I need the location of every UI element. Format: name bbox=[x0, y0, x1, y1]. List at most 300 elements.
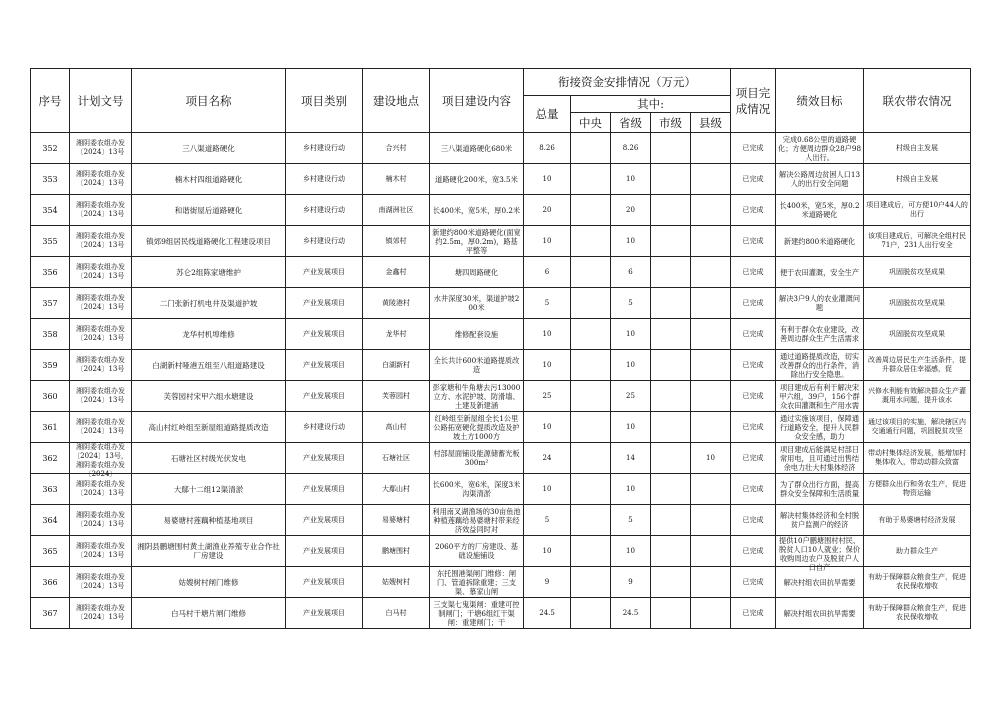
table-row bbox=[31, 474, 971, 505]
cell-city bbox=[651, 164, 691, 195]
cell-link-text: 巩固脱贫攻坚成果 bbox=[889, 329, 946, 338]
cell-central bbox=[571, 164, 611, 195]
cell-location-text: 姑嫂树村 bbox=[382, 577, 410, 586]
cell-seq-text: 366 bbox=[42, 577, 58, 587]
cell-content-text: 长600米，宽6米，深度3米沟渠清淤 bbox=[432, 480, 521, 498]
header-of-which: 其中: bbox=[571, 96, 731, 113]
cell-project-name bbox=[132, 474, 286, 505]
cell-type-text: 乡村建设行动 bbox=[303, 205, 345, 214]
cell-content-text: 道路硬化200米，宽3.5米 bbox=[435, 174, 518, 184]
cell-seq bbox=[31, 412, 70, 443]
cell-seq bbox=[31, 164, 70, 195]
cell-location-text: 白马村 bbox=[385, 608, 407, 617]
cell-goal bbox=[776, 195, 864, 226]
cell-content-text: 三支渠七鬼渠闸：重建可控制闸门；干塘6组红干渠闸：重建闸门；干 bbox=[433, 599, 520, 627]
cell-doc-text: 湘阴委农组办发〔2024〕13号 bbox=[76, 356, 125, 373]
cell-link-text: 改善周边居民生产生活条件，提升群众居住幸福感，促 bbox=[868, 356, 967, 373]
cell-central bbox=[571, 567, 611, 598]
table-row bbox=[31, 288, 971, 319]
cell-project-name-text: 和谐街屋后道路硬化 bbox=[174, 205, 243, 215]
cell-link-text: 该项目建成后，可解决全组村民71户，231人出行安全 bbox=[868, 232, 967, 249]
cell-central bbox=[571, 350, 611, 381]
cell-goal-text: 为了群众出行方面，提高群众安全保障和生活质量 bbox=[779, 480, 860, 498]
cell-project-name-text: 龙华村机埠维修 bbox=[182, 329, 235, 339]
cell-doc-text: 湘阴委农组办发〔2024〕13号 bbox=[76, 418, 125, 435]
cell-status bbox=[731, 505, 776, 536]
cell-total bbox=[524, 598, 571, 629]
cell-content bbox=[430, 505, 524, 536]
cell-county bbox=[691, 443, 731, 474]
cell-link bbox=[864, 195, 971, 226]
cell-total bbox=[524, 319, 571, 350]
cell-status bbox=[731, 474, 776, 505]
cell-total-text: 10 bbox=[542, 360, 552, 369]
cell-central bbox=[571, 319, 611, 350]
cell-central bbox=[571, 288, 611, 319]
cell-city bbox=[651, 443, 691, 474]
cell-project-name bbox=[132, 412, 286, 443]
cell-goal-text: 有利于群众农业建设，改善周边群众生产生活需求 bbox=[779, 325, 860, 343]
cell-doc bbox=[70, 505, 132, 536]
cell-doc bbox=[70, 412, 132, 443]
cell-county bbox=[691, 536, 731, 567]
cell-goal bbox=[776, 443, 864, 474]
cell-city bbox=[651, 598, 691, 629]
cell-location-text: 易婆塘村 bbox=[382, 515, 410, 524]
cell-project-name-text: 石塘社区村级光伏发电 bbox=[171, 453, 246, 463]
header-seq: 序号 bbox=[31, 69, 70, 133]
cell-city bbox=[651, 381, 691, 412]
cell-province-text: 10 bbox=[626, 236, 635, 245]
cell-status bbox=[731, 536, 776, 567]
cell-goal-text: 解决公路周边贫困人口13人的出行安全问题 bbox=[779, 170, 861, 188]
cell-goal-text: 完成0.68公里的道路硬化；方便周边群众28户98人出行。 bbox=[778, 134, 862, 162]
cell-total bbox=[524, 133, 571, 164]
cell-location bbox=[363, 505, 430, 536]
cell-link bbox=[864, 288, 971, 319]
table-row bbox=[31, 381, 971, 412]
cell-doc-text: 湘阴委农组办发〔2024〕13号 bbox=[76, 170, 125, 187]
cell-seq bbox=[31, 443, 70, 474]
cell-total-text: 10 bbox=[542, 484, 552, 493]
cell-link-text: 通过该项目的实施，解决辖区内交通通行问题，巩固脱贫攻坚 bbox=[868, 418, 967, 435]
cell-location-text: 黄陵港村 bbox=[382, 298, 410, 307]
cell-project-name-text: 二门张新打机电井及渠道护坡 bbox=[159, 298, 258, 308]
cell-province-text: 6 bbox=[628, 267, 633, 276]
cell-location bbox=[363, 257, 430, 288]
cell-status-text: 已完成 bbox=[742, 546, 764, 555]
cell-goal-text: 便于农田灌溉，安全生产 bbox=[779, 267, 860, 277]
cell-type bbox=[286, 195, 363, 226]
cell-status-text: 已完成 bbox=[742, 360, 764, 369]
cell-content bbox=[430, 412, 524, 443]
table-row bbox=[31, 536, 971, 567]
cell-province bbox=[611, 164, 651, 195]
cell-province-text: 25 bbox=[626, 391, 635, 400]
cell-total-text: 20 bbox=[542, 205, 552, 214]
cell-content bbox=[430, 381, 524, 412]
cell-type-text: 产业发展项目 bbox=[303, 453, 345, 462]
cell-county-text: 10 bbox=[706, 453, 715, 462]
cell-project-name bbox=[132, 381, 286, 412]
cell-status bbox=[731, 443, 776, 474]
cell-location-text: 合兴村 bbox=[385, 143, 407, 152]
cell-link bbox=[864, 381, 971, 412]
cell-location bbox=[363, 133, 430, 164]
cell-content bbox=[430, 567, 524, 598]
cell-status-text: 已完成 bbox=[742, 298, 764, 307]
cell-location-text: 金鑫村 bbox=[385, 267, 407, 276]
cell-project-name-text: 镇郊9组居民线道路硬化工程建设项目 bbox=[146, 236, 271, 246]
header-central: 中央 bbox=[571, 113, 611, 133]
cell-city bbox=[651, 195, 691, 226]
cell-city bbox=[651, 257, 691, 288]
cell-status-text: 已完成 bbox=[742, 515, 764, 524]
cell-seq bbox=[31, 226, 70, 257]
header-name: 项目名称 bbox=[132, 69, 286, 133]
cell-goal-text: 新建约800米道路硬化 bbox=[783, 236, 856, 246]
cell-total-text: 10 bbox=[542, 329, 552, 338]
cell-total bbox=[524, 567, 571, 598]
header-doc: 计划文号 bbox=[70, 69, 132, 133]
cell-goal-text: 解决村组农田抗旱需要 bbox=[783, 608, 856, 618]
cell-goal bbox=[776, 412, 864, 443]
cell-province bbox=[611, 598, 651, 629]
cell-province bbox=[611, 412, 651, 443]
cell-central bbox=[571, 381, 611, 412]
cell-type bbox=[286, 474, 363, 505]
cell-link-text: 有助于保障群众粮食生产，促进农民保收增收 bbox=[868, 573, 967, 590]
cell-seq bbox=[31, 474, 70, 505]
cell-type-text: 乡村建设行动 bbox=[303, 422, 345, 431]
table-row bbox=[31, 164, 971, 195]
cell-province bbox=[611, 443, 651, 474]
cell-total-text: 25 bbox=[542, 391, 552, 400]
header-status: 项目完成情况 bbox=[731, 69, 776, 133]
cell-seq-text: 365 bbox=[42, 546, 58, 556]
cell-goal bbox=[776, 381, 864, 412]
cell-link bbox=[864, 226, 971, 257]
cell-type bbox=[286, 288, 363, 319]
cell-content bbox=[430, 598, 524, 629]
cell-project-name bbox=[132, 164, 286, 195]
cell-total bbox=[524, 195, 571, 226]
cell-type-text: 产业发展项目 bbox=[303, 577, 345, 586]
cell-goal bbox=[776, 505, 864, 536]
cell-type bbox=[286, 133, 363, 164]
cell-seq bbox=[31, 505, 70, 536]
cell-location bbox=[363, 195, 430, 226]
cell-province-text: 9 bbox=[628, 577, 633, 586]
cell-doc bbox=[70, 288, 132, 319]
cell-link bbox=[864, 443, 971, 474]
cell-province-text: 14 bbox=[626, 453, 635, 462]
cell-type-text: 产业发展项目 bbox=[303, 484, 345, 493]
table-row bbox=[31, 598, 971, 629]
cell-seq bbox=[31, 598, 70, 629]
cell-content-text: 长400米，宽5米，厚0.2米 bbox=[432, 205, 521, 215]
cell-location bbox=[363, 164, 430, 195]
cell-location-text: 大鄢山村 bbox=[382, 484, 410, 493]
cell-project-name bbox=[132, 226, 286, 257]
cell-type bbox=[286, 443, 363, 474]
cell-central bbox=[571, 133, 611, 164]
cell-doc bbox=[70, 567, 132, 598]
cell-province-text: 10 bbox=[626, 546, 635, 555]
header-location: 建设地点 bbox=[363, 69, 430, 133]
cell-county bbox=[691, 474, 731, 505]
cell-central bbox=[571, 536, 611, 567]
cell-project-name-text: 苏仑2组陈家塘维护 bbox=[176, 267, 241, 277]
cell-province bbox=[611, 133, 651, 164]
cell-goal-text: 项目建成后能满足村部日常用电，且可通过出售结余电力壮大村集体经济 bbox=[779, 444, 860, 472]
cell-status bbox=[731, 350, 776, 381]
cell-province bbox=[611, 226, 651, 257]
cell-total bbox=[524, 474, 571, 505]
cell-doc-text: 湘阴委农组办发〔2024〕13号，湘阴委农组办发〔2024〕 bbox=[73, 443, 128, 478]
cell-goal bbox=[776, 257, 864, 288]
cell-central bbox=[571, 505, 611, 536]
cell-seq-text: 355 bbox=[42, 236, 58, 246]
cell-content bbox=[430, 195, 524, 226]
cell-total-text: 8.26 bbox=[539, 143, 555, 152]
cell-goal bbox=[776, 474, 864, 505]
cell-type-text: 产业发展项目 bbox=[303, 267, 345, 276]
cell-doc bbox=[70, 164, 132, 195]
cell-goal-text: 提供10户鹏塘围村村民、脱贫人口10人就业；保价收购周边农户及脱贫户人口自产 bbox=[779, 536, 861, 572]
cell-type bbox=[286, 164, 363, 195]
cell-content-text: 村部屋面铺设能源储蓄光板300m² bbox=[433, 449, 520, 467]
cell-total bbox=[524, 505, 571, 536]
cell-province-text: 10 bbox=[626, 360, 635, 369]
cell-status bbox=[731, 567, 776, 598]
cell-status bbox=[731, 164, 776, 195]
cell-city bbox=[651, 133, 691, 164]
cell-status-text: 已完成 bbox=[742, 391, 764, 400]
cell-county bbox=[691, 257, 731, 288]
cell-content bbox=[430, 164, 524, 195]
cell-location bbox=[363, 598, 430, 629]
cell-doc-text: 湘阴委农组办发〔2024〕13号 bbox=[76, 294, 125, 311]
cell-status bbox=[731, 288, 776, 319]
cell-content-text: 2060平方的厂房建设、基础设施铺设 bbox=[435, 542, 518, 560]
cell-seq-text: 356 bbox=[42, 267, 58, 277]
cell-project-name-text: 三八渠道路硬化 bbox=[182, 143, 235, 153]
cell-seq bbox=[31, 195, 70, 226]
cell-status-text: 已完成 bbox=[742, 422, 764, 431]
cell-project-name bbox=[132, 195, 286, 226]
cell-seq bbox=[31, 257, 70, 288]
cell-status-text: 已完成 bbox=[742, 329, 764, 338]
cell-location bbox=[363, 350, 430, 381]
cell-province-text: 5 bbox=[628, 515, 633, 524]
cell-seq-text: 362 bbox=[42, 453, 58, 463]
cell-type-text: 乡村建设行动 bbox=[303, 174, 345, 183]
cell-location bbox=[363, 536, 430, 567]
cell-link bbox=[864, 474, 971, 505]
cell-project-name bbox=[132, 288, 286, 319]
cell-doc bbox=[70, 381, 132, 412]
cell-seq bbox=[31, 319, 70, 350]
cell-doc-text: 湘阴委农组办发〔2024〕13号 bbox=[76, 511, 125, 528]
cell-location-text: 龙华村 bbox=[385, 329, 407, 338]
cell-location bbox=[363, 474, 430, 505]
cell-total-text: 9 bbox=[544, 577, 550, 586]
cell-province-text: 10 bbox=[626, 422, 635, 431]
cell-county bbox=[691, 288, 731, 319]
table-row bbox=[31, 226, 971, 257]
cell-link bbox=[864, 598, 971, 629]
cell-location bbox=[363, 226, 430, 257]
cell-status bbox=[731, 133, 776, 164]
cell-city bbox=[651, 536, 691, 567]
cell-content-text: 彭家塘和牛角塘去污13000立方、水泥护坡、防滑墙、土建及新建涵 bbox=[432, 382, 521, 410]
cell-central bbox=[571, 412, 611, 443]
cell-province-text: 24.5 bbox=[622, 608, 639, 617]
cell-link-text: 村级自主发展 bbox=[896, 174, 939, 183]
cell-status-text: 已完成 bbox=[742, 608, 764, 617]
cell-status-text: 已完成 bbox=[742, 453, 764, 462]
cell-city bbox=[651, 505, 691, 536]
cell-location-text: 鹏塘围村 bbox=[382, 546, 410, 555]
cell-province bbox=[611, 505, 651, 536]
cell-goal-text: 解决村组农田抗旱需要 bbox=[783, 577, 856, 587]
cell-doc bbox=[70, 195, 132, 226]
cell-content bbox=[430, 288, 524, 319]
cell-total bbox=[524, 412, 571, 443]
cell-doc-text: 湘阴委农组办发〔2024〕13号 bbox=[76, 573, 125, 590]
cell-content bbox=[430, 133, 524, 164]
cell-central bbox=[571, 598, 611, 629]
cell-central bbox=[571, 195, 611, 226]
cell-location-text: 镇郊村 bbox=[385, 236, 407, 245]
cell-doc bbox=[70, 226, 132, 257]
cell-county bbox=[691, 164, 731, 195]
cell-goal bbox=[776, 288, 864, 319]
cell-type bbox=[286, 257, 363, 288]
cell-status-text: 已完成 bbox=[742, 236, 764, 245]
cell-content-text: 新建约800米道路硬化(面宽约2.5m，厚0.2m)，路基平整等 bbox=[432, 227, 521, 255]
header-county: 县级 bbox=[691, 113, 731, 133]
cell-type bbox=[286, 598, 363, 629]
cell-status-text: 已完成 bbox=[742, 205, 764, 214]
cell-project-name bbox=[132, 567, 286, 598]
cell-link bbox=[864, 536, 971, 567]
cell-city bbox=[651, 474, 691, 505]
cell-link bbox=[864, 350, 971, 381]
cell-goal bbox=[776, 598, 864, 629]
cell-county bbox=[691, 412, 731, 443]
cell-county bbox=[691, 598, 731, 629]
cell-total-text: 10 bbox=[542, 546, 552, 555]
cell-doc bbox=[70, 443, 132, 478]
cell-status-text: 已完成 bbox=[742, 174, 764, 183]
cell-province-text: 10 bbox=[626, 174, 635, 183]
cell-goal-text: 解决3户9人的农业灌溉问题 bbox=[779, 294, 861, 312]
cell-type bbox=[286, 226, 363, 257]
header-fund-group: 衔接资金安排情况（万元） bbox=[524, 69, 731, 96]
header-city: 市级 bbox=[651, 113, 691, 133]
cell-city bbox=[651, 319, 691, 350]
cell-status bbox=[731, 598, 776, 629]
cell-content bbox=[430, 257, 524, 288]
cell-county bbox=[691, 567, 731, 598]
table-row bbox=[31, 505, 971, 536]
cell-seq bbox=[31, 536, 70, 567]
table-row bbox=[31, 412, 971, 443]
header-content: 项目建设内容 bbox=[430, 69, 524, 133]
cell-link-text: 项目建成后，可方便10户44人的出行 bbox=[866, 201, 968, 218]
cell-county bbox=[691, 226, 731, 257]
cell-total bbox=[524, 288, 571, 319]
cell-province bbox=[611, 567, 651, 598]
cell-seq bbox=[31, 381, 70, 412]
cell-content-text: 水井深度30米，渠道护坡200米 bbox=[433, 294, 520, 312]
cell-doc bbox=[70, 257, 132, 288]
cell-link bbox=[864, 257, 971, 288]
header-province: 省级 bbox=[611, 113, 651, 133]
cell-link bbox=[864, 567, 971, 598]
cell-content-text: 三八渠道路硬化680米 bbox=[440, 143, 513, 153]
cell-project-name-text: 大鄢十二组12渠清淤 bbox=[173, 484, 244, 494]
cell-province bbox=[611, 474, 651, 505]
cell-seq-text: 358 bbox=[42, 329, 58, 339]
cell-content bbox=[430, 350, 524, 381]
cell-doc-text: 湘阴委农组办发〔2024〕13号 bbox=[76, 387, 125, 404]
cell-county bbox=[691, 319, 731, 350]
cell-status-text: 已完成 bbox=[742, 143, 764, 152]
table-body bbox=[31, 133, 971, 629]
cell-total-text: 5 bbox=[544, 515, 550, 524]
cell-type-text: 产业发展项目 bbox=[303, 608, 345, 617]
cell-location bbox=[363, 567, 430, 598]
cell-type-text: 产业发展项目 bbox=[303, 298, 345, 307]
cell-project-name-text: 白马村干塘片闸门维修 bbox=[171, 608, 246, 618]
table-row bbox=[31, 257, 971, 288]
cell-total bbox=[524, 350, 571, 381]
cell-city bbox=[651, 288, 691, 319]
cell-city bbox=[651, 226, 691, 257]
cell-total bbox=[524, 381, 571, 412]
cell-city bbox=[651, 412, 691, 443]
cell-seq-text: 353 bbox=[42, 174, 58, 184]
cell-type bbox=[286, 567, 363, 598]
cell-content-text: 全长共计600米道路提质改造 bbox=[433, 356, 520, 374]
cell-link-text: 有助于保障群众粮食生产，促进农民保收增收 bbox=[868, 604, 967, 621]
cell-project-name-text: 易婆塘村莲藕种植基地项目 bbox=[163, 515, 254, 525]
cell-county bbox=[691, 350, 731, 381]
cell-status-text: 已完成 bbox=[742, 267, 764, 276]
cell-link bbox=[864, 319, 971, 350]
cell-project-name bbox=[132, 536, 286, 567]
cell-link bbox=[864, 133, 971, 164]
cell-type bbox=[286, 381, 363, 412]
cell-seq bbox=[31, 133, 70, 164]
cell-goal bbox=[776, 319, 864, 350]
cell-project-name-text: 高山村红岭组至新屋组道路提质改造 bbox=[148, 422, 269, 432]
cell-province bbox=[611, 257, 651, 288]
header-goal: 绩效目标 bbox=[776, 69, 864, 133]
cell-province bbox=[611, 350, 651, 381]
cell-seq bbox=[31, 288, 70, 319]
cell-doc-text: 湘阴委农组办发〔2024〕13号 bbox=[76, 604, 125, 621]
cell-province-text: 20 bbox=[626, 205, 635, 214]
header-total: 总量 bbox=[524, 96, 571, 133]
cell-location bbox=[363, 443, 430, 474]
cell-type bbox=[286, 412, 363, 443]
cell-project-name-text: 湘阴县鹏塘围村黄土湖渔业养殖专业合作社厂房建设 bbox=[137, 542, 280, 560]
cell-city bbox=[651, 350, 691, 381]
